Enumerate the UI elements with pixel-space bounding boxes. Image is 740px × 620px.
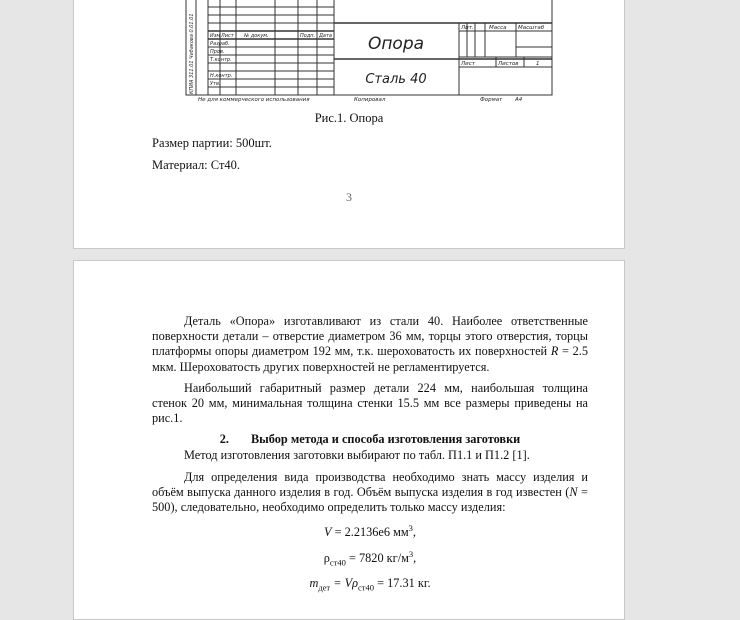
person-dev: Разраб. <box>210 41 230 47</box>
footer-format-value: А4 <box>515 97 523 103</box>
formula1-tail: , <box>412 525 416 540</box>
material-name: Сталь 40 <box>365 72 427 87</box>
formula2-var: ρ <box>323 550 330 565</box>
title-block-drawing <box>184 0 554 103</box>
page-body <box>152 314 588 602</box>
material-text: Материал: Ст40. <box>152 158 241 172</box>
col-izm: Изм <box>210 33 221 39</box>
para4-text-b: = 500), следовательно, необходимо определить только массу изделия: <box>152 485 588 515</box>
formula1-var: V <box>324 525 332 540</box>
sheets-value: 1 <box>536 61 540 67</box>
stage-mass: Масса <box>489 25 507 31</box>
col-doc: № докум. <box>244 33 269 39</box>
batch-size-text: Размер партии: 500шт. <box>152 136 272 150</box>
formula3-sub: дет <box>318 582 331 593</box>
person-tcontrol: Т.контр. <box>210 57 232 63</box>
part-name: Опора <box>367 34 425 54</box>
formula1-rest: = 2.2136е6 мм <box>331 525 409 540</box>
page-number: 3 <box>346 190 352 204</box>
para4-text-a: Для определения вида производства необходимо знать массу изделия и объём выпуска данного изделия в год. Объём выпуска изделия в год известен ( <box>152 469 588 500</box>
paragraph-dimensions: Наибольший габаритный размер детали 224 мм, наибольшая толщина стенок 20 мм, минимальная толщина стенки 15.5 мм все размеры приведены на рис.1. <box>152 380 588 426</box>
person-approve: Утв. <box>210 81 221 87</box>
sheets-label: Листов <box>498 61 519 67</box>
para4-var-n: N <box>569 485 578 500</box>
section-number: 2. <box>219 432 229 447</box>
footer-format: Формат <box>480 97 503 103</box>
stage-lit: Лит. <box>461 25 474 31</box>
section-title: Выбор метода и способа изготовления заготовки <box>250 432 521 447</box>
formula2-sub: ст40 <box>329 557 346 568</box>
formula3-rest: = 17.31 кг. <box>374 576 431 591</box>
sheet-label: Лист <box>461 61 475 67</box>
col-date: Дата <box>319 33 332 39</box>
figure-caption: Рис.1. Опора <box>314 111 384 125</box>
formula2-rest: = 7820 кг/м <box>345 550 409 565</box>
stage-scale: Масштаб <box>518 25 545 31</box>
formula2-tail: , <box>413 550 417 565</box>
person-check: Пров. <box>210 49 225 55</box>
paragraph-method: Метод изготовления заготовки выбирают по табл. П1.1 и П1.2 [1]. <box>184 447 530 462</box>
document-page-1 <box>73 0 625 249</box>
footer-noncommercial: Не для коммерческого использования <box>198 97 310 103</box>
paragraph-production-type <box>152 470 588 516</box>
formula-volume <box>152 521 588 540</box>
formula1-sup: 3 <box>408 523 413 534</box>
paragraph-part-description <box>152 314 588 375</box>
formula3-sub2: ст40 <box>358 582 375 593</box>
formula3-var: m <box>309 576 319 591</box>
formula2-sup: 3 <box>408 548 414 559</box>
formula-mass <box>152 576 588 596</box>
title-block-svg <box>184 0 554 103</box>
para1-text-a: Деталь «Опора» изготавливают из стали 40. Наиболее ответственные поверхности детали – отверстие диаметром 36 мм, торцы этого отверстия, торцы платформы опоры диаметром 192 мм, т.к. шероховатость их поверхностей <box>152 314 588 359</box>
formula-density <box>152 547 588 571</box>
formula3-mid: = Vρ <box>330 576 359 591</box>
footer-copied: Копировал <box>354 97 386 103</box>
side-stripe-text: КПИА 311.01 Чебакова 0.01.01 <box>189 13 195 94</box>
col-list: Лист <box>221 33 234 39</box>
para1-text-b: = 2.5 мкм. Шероховатость других поверхностей не регламентируется. <box>152 344 588 374</box>
document-page-2 <box>73 260 625 620</box>
person-ncontrol: Н.контр. <box>210 73 233 79</box>
para1-var-r: R <box>550 344 559 359</box>
section-heading <box>152 432 588 447</box>
col-sign: Подп. <box>300 33 316 39</box>
